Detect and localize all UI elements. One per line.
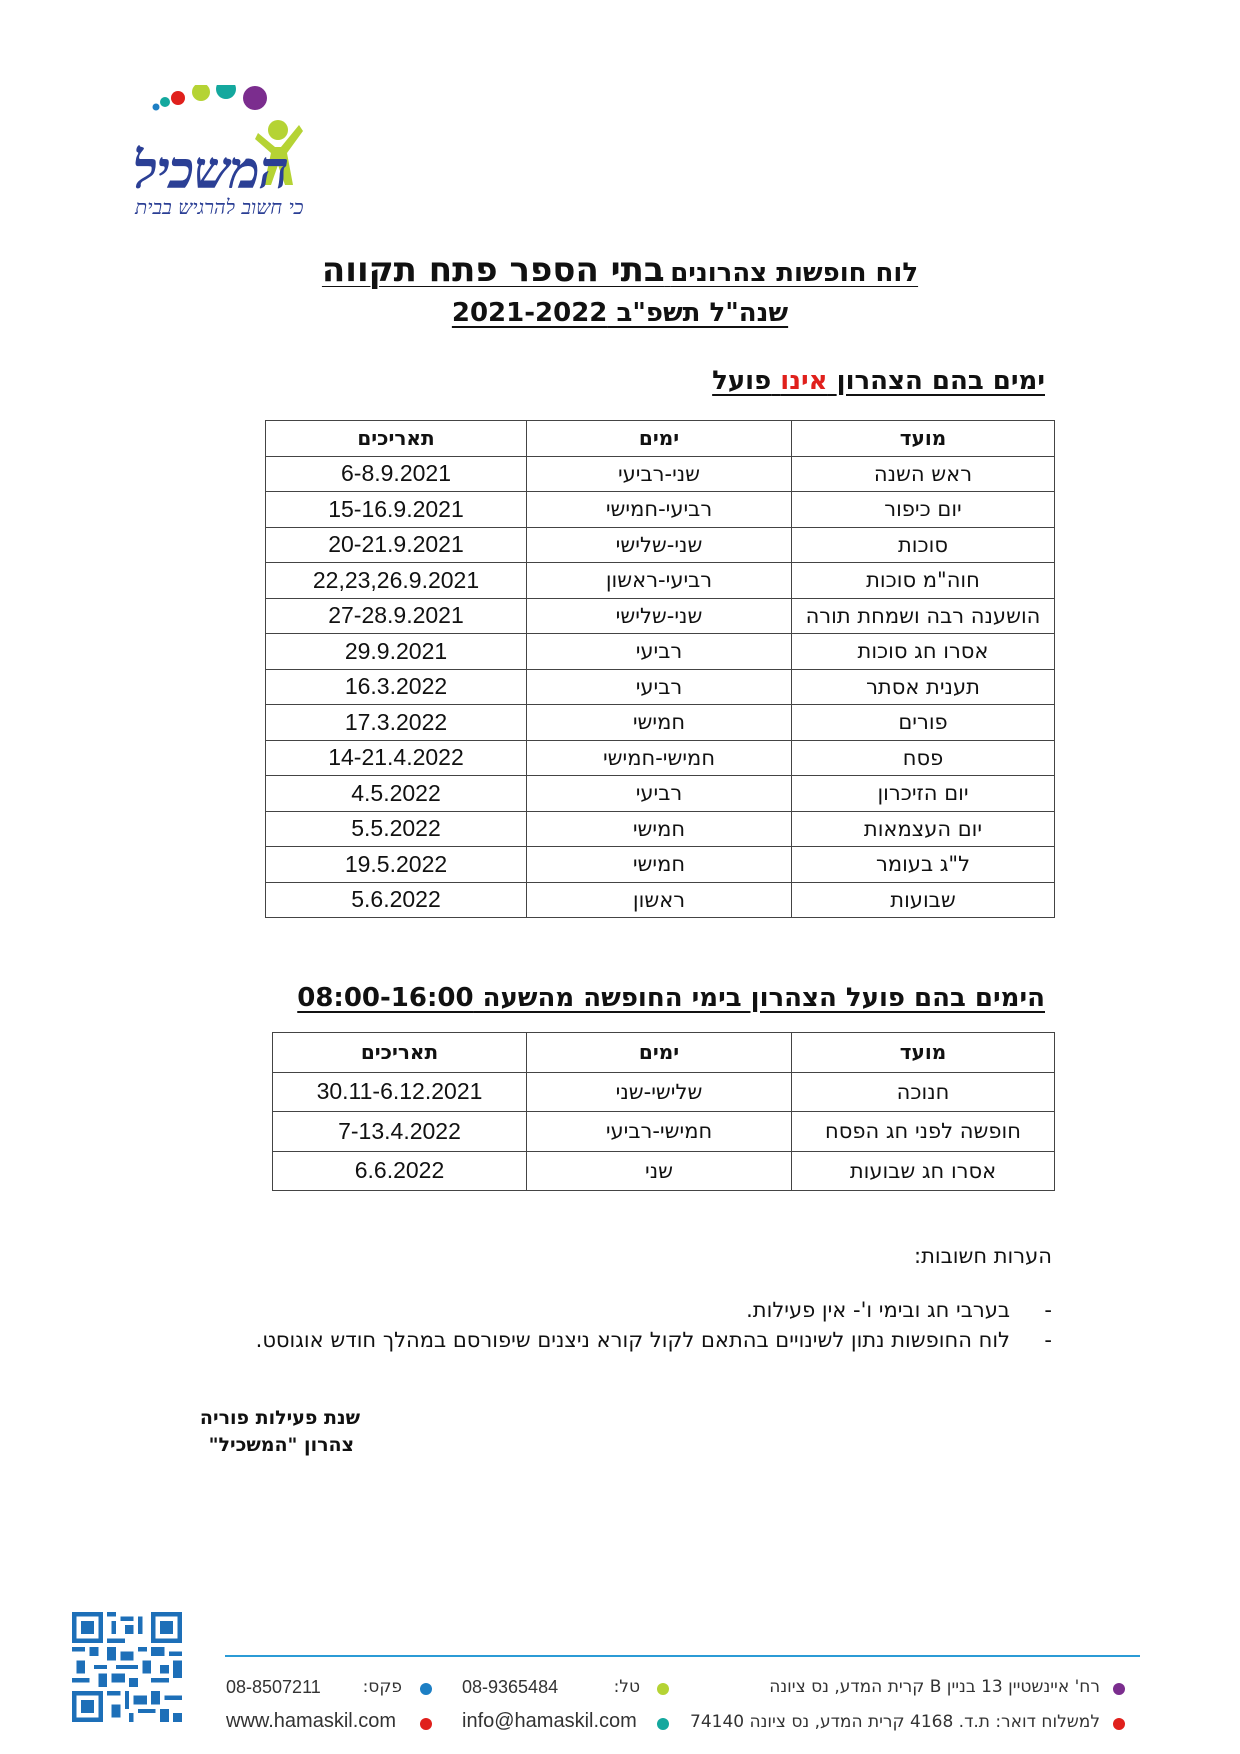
cell-event: הושענה רבה ושמחת תורה — [792, 598, 1055, 634]
logo-wordmark: המשכיל — [133, 140, 288, 201]
cell-days: רביעי — [527, 669, 792, 705]
green-dot-icon — [657, 1683, 669, 1695]
qr-code-icon — [72, 1612, 182, 1722]
cell-dates: 15-16.9.2021 — [266, 492, 527, 528]
red-dot-icon — [1113, 1718, 1125, 1730]
footer-address: רח' איינשטיין 13 בניין B קרית המדע, נס ציונה — [769, 1677, 1100, 1697]
logo-tagline: כי חשוב להרגיש בבית — [135, 195, 304, 219]
page-title — [0, 250, 1240, 290]
table-row — [266, 705, 1055, 741]
cell-days: שני-שלישי — [527, 527, 792, 563]
cell-event: חוה"מ סוכות — [792, 563, 1055, 599]
blue-dot-icon — [420, 1683, 432, 1695]
table-row — [266, 669, 1055, 705]
notes-title: הערות חשובות: — [914, 1244, 1052, 1268]
cell-dates: 29.9.2021 — [266, 634, 527, 670]
cell-event: ראש השנה — [792, 456, 1055, 492]
closed-days-table — [265, 420, 1055, 918]
note-item — [255, 1328, 1052, 1352]
table-row — [266, 847, 1055, 883]
cell-dates: 22,23,26.9.2021 — [266, 563, 527, 599]
company-logo — [125, 85, 345, 225]
cell-days: רביעי-חמישי — [527, 492, 792, 528]
cell-dates: 5.5.2022 — [266, 811, 527, 847]
table-row — [273, 1151, 1055, 1191]
table-row — [266, 811, 1055, 847]
table-row — [273, 1072, 1055, 1112]
table-header-row — [266, 421, 1055, 457]
note-item — [746, 1298, 1052, 1322]
cell-dates: 16.3.2022 — [266, 669, 527, 705]
footer-website[interactable]: www.hamaskil.com — [226, 1710, 397, 1732]
section2-heading: הימים בהם פועל הצהרון בימי החופשה מהשעה 08:00-16:00 — [297, 983, 1045, 1013]
footer-phone-label: טל: — [613, 1677, 640, 1697]
cell-days: שני-שלישי — [527, 598, 792, 634]
page-subtitle: שנה"ל תשפ"ב 2021-2022 — [451, 298, 789, 328]
title-prefix: לוח חופשות צהרונים — [670, 258, 919, 288]
section1-heading — [712, 366, 1045, 396]
footer-fax: 08-8507211 — [226, 1677, 321, 1697]
section1-heading-before: ימים בהם הצהרון — [836, 366, 1045, 396]
cell-dates: 14-21.4.2022 — [266, 740, 527, 776]
cell-event: חופשה לפני חג הפסח — [792, 1112, 1055, 1152]
table-row — [266, 492, 1055, 528]
section1-heading-after: פועל — [712, 366, 772, 396]
column-header-days: ימים — [527, 421, 792, 457]
footer-fax-label: פקס: — [362, 1677, 402, 1697]
cell-dates: 27-28.9.2021 — [266, 598, 527, 634]
cell-event: שבועות — [792, 882, 1055, 918]
cell-dates: 19.5.2022 — [266, 847, 527, 883]
footer-divider — [225, 1655, 1140, 1657]
column-header-event: מועד — [792, 1033, 1055, 1073]
cell-dates: 6.6.2022 — [273, 1151, 527, 1191]
table-header-row — [273, 1033, 1055, 1073]
cell-event: פורים — [792, 705, 1055, 741]
cell-dates: 7-13.4.2022 — [273, 1112, 527, 1152]
column-header-event: מועד — [792, 421, 1055, 457]
column-header-days: ימים — [527, 1033, 792, 1073]
cell-event: ל"ג בעומר — [792, 847, 1055, 883]
cell-event: יום העצמאות — [792, 811, 1055, 847]
cell-event: יום כיפור — [792, 492, 1055, 528]
table-row — [266, 776, 1055, 812]
section1-heading-red: אינו — [780, 366, 828, 396]
table-row — [266, 598, 1055, 634]
signature — [180, 1405, 360, 1459]
cell-dates: 4.5.2022 — [266, 776, 527, 812]
table-row — [266, 740, 1055, 776]
title-main: בתי הספר פתח תקווה — [321, 250, 665, 290]
cell-event: אסרו חג שבועות — [792, 1151, 1055, 1191]
cell-event: תענית אסתר — [792, 669, 1055, 705]
cell-days: חמישי-רביעי — [527, 1112, 792, 1152]
cell-days: חמישי — [527, 705, 792, 741]
cell-event: יום הזיכרון — [792, 776, 1055, 812]
purple-dot-icon — [1113, 1683, 1125, 1695]
cell-event: פסח — [792, 740, 1055, 776]
cell-days: רביעי — [527, 776, 792, 812]
footer-mail-address: למשלוח דואר: ת.ד. 4168 קרית המדע, נס ציונה 74140 — [690, 1712, 1100, 1732]
cell-days: שני — [527, 1151, 792, 1191]
red-dot-icon — [420, 1718, 432, 1730]
cell-days: חמישי-חמישי — [527, 740, 792, 776]
open-days-table — [272, 1032, 1055, 1191]
cell-days: שני-רביעי — [527, 456, 792, 492]
table-row — [266, 563, 1055, 599]
note-bullet: - — [1044, 1298, 1052, 1322]
cell-dates: 6-8.9.2021 — [266, 456, 527, 492]
footer-email[interactable]: info@hamaskil.com — [462, 1710, 637, 1732]
cell-dates: 17.3.2022 — [266, 705, 527, 741]
cell-days: ראשון — [527, 882, 792, 918]
table-row — [266, 882, 1055, 918]
table-row — [266, 456, 1055, 492]
cell-days: חמישי — [527, 847, 792, 883]
cell-days: שלישי-שני — [527, 1072, 792, 1112]
cell-days: רביעי-ראשון — [527, 563, 792, 599]
table-row — [273, 1112, 1055, 1152]
cell-dates: 5.6.2022 — [266, 882, 527, 918]
column-header-dates: תאריכים — [266, 421, 527, 457]
cell-days: חמישי — [527, 811, 792, 847]
note-text: לוח החופשות נתון לשינויים בהתאם לקול קורא ניצנים שיפורסם במהלך חודש אוגוסט. — [255, 1328, 1010, 1352]
cell-dates: 20-21.9.2021 — [266, 527, 527, 563]
note-bullet: - — [1044, 1328, 1052, 1352]
signature-line2: צהרון "המשכיל" — [208, 1434, 354, 1456]
table-row — [266, 634, 1055, 670]
note-text: בערבי חג ובימי ו'- אין פעילות. — [746, 1298, 1010, 1322]
cell-dates: 30.11-6.12.2021 — [273, 1072, 527, 1112]
column-header-dates: תאריכים — [273, 1033, 527, 1073]
cell-event: חנוכה — [792, 1072, 1055, 1112]
cell-event: סוכות — [792, 527, 1055, 563]
teal-dot-icon — [657, 1718, 669, 1730]
cell-event: אסרו חג סוכות — [792, 634, 1055, 670]
footer-phone: 08-9365484 — [462, 1677, 559, 1697]
signature-line1: שנת פעילות פוריה — [199, 1407, 360, 1429]
cell-days: רביעי — [527, 634, 792, 670]
table-row — [266, 527, 1055, 563]
